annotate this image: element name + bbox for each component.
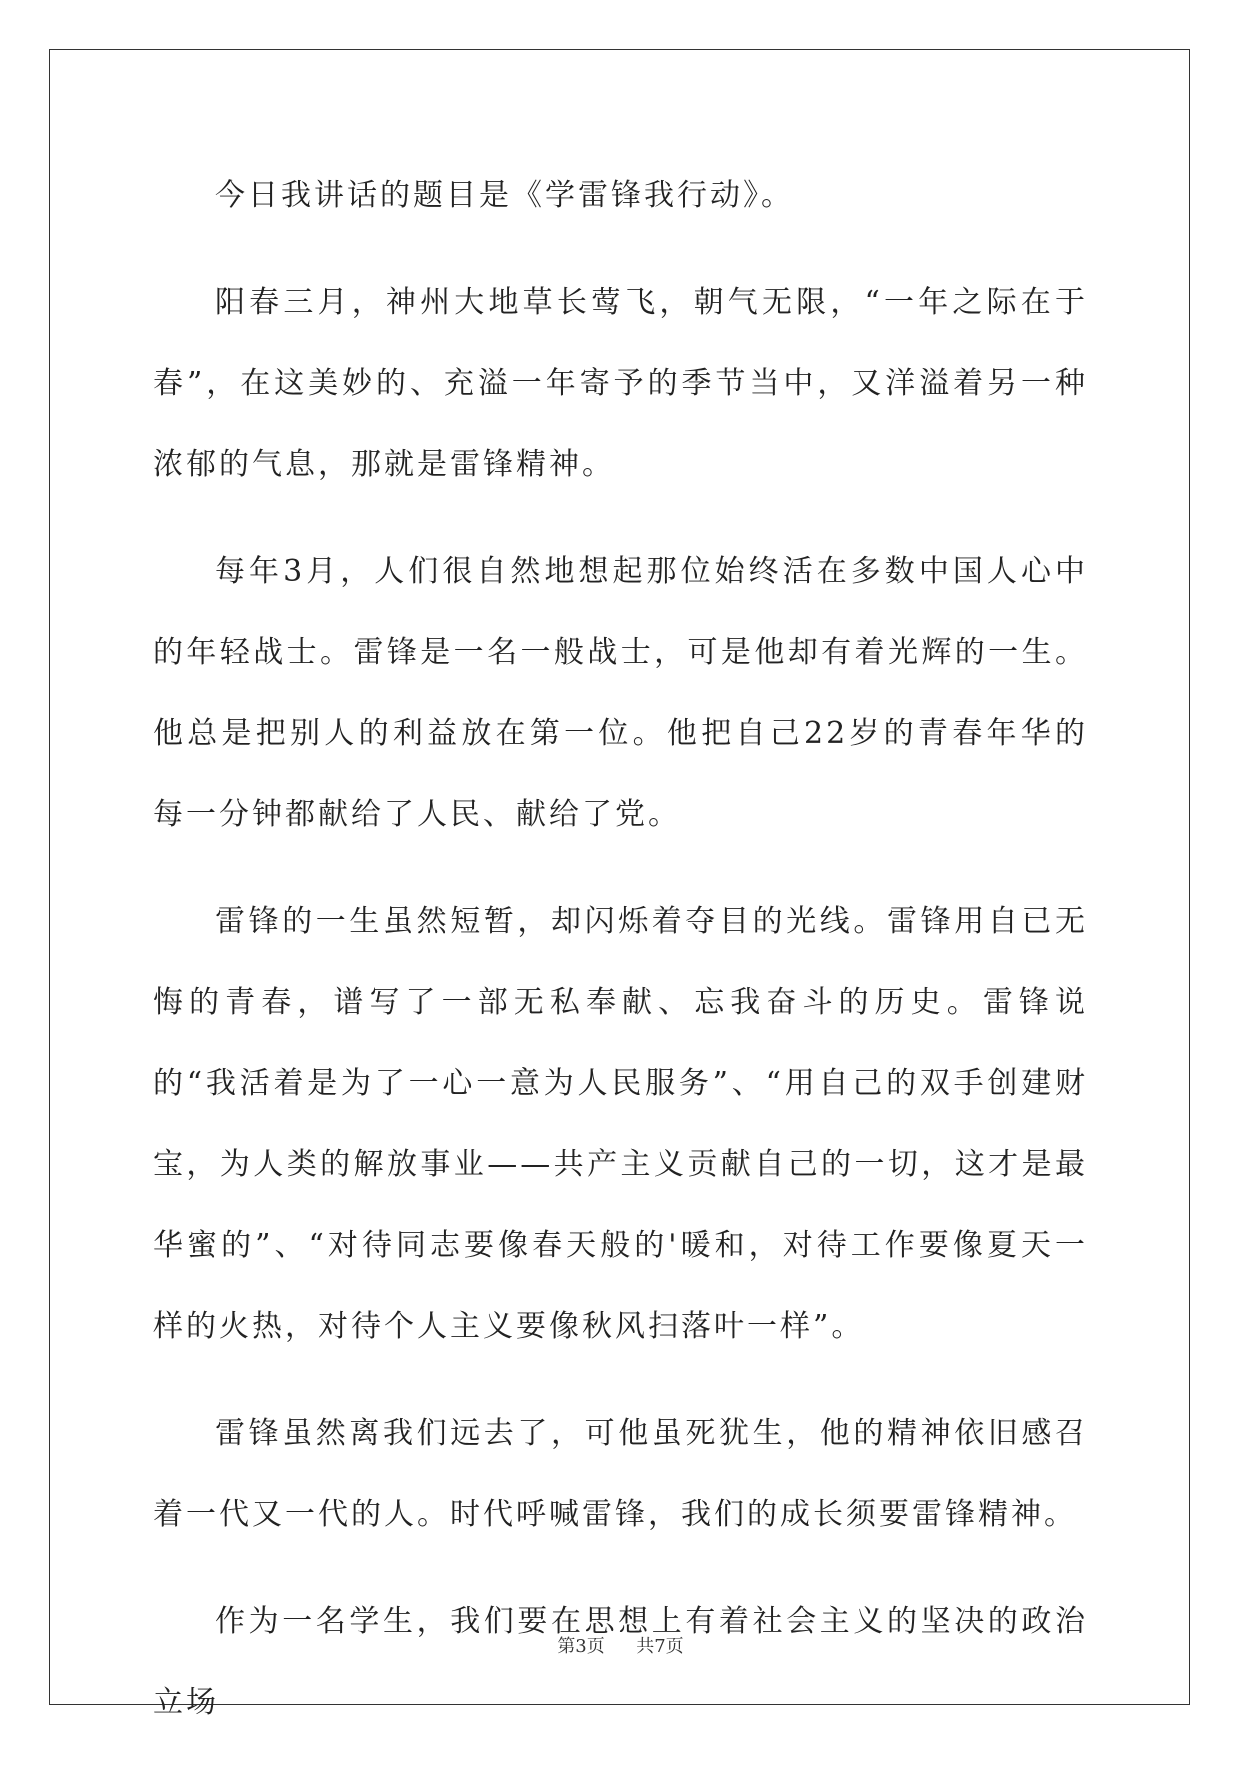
paragraph: 雷锋的一生虽然短暂，却闪烁着夺目的光线。雷锋用自已无悔的青春，谱写了一部无私奉献、忘我奋斗的历史。雷锋说的“我活着是为了一心一意为人民服务”、“用自己的双手创建财宝，为人类的解放事业——共产主义贡献自己的一切，这才是最华蜜的”、“对待同志要像春天般的'暖和，对待工作要像夏天一样的火热，对待个人主义要像秋风扫落叶一样”。 <box>153 904 1088 1344</box>
paragraph: 今日我讲话的题目是《学雷锋我行动》。 <box>215 178 794 213</box>
page-number: 第3页 <box>557 1636 605 1657</box>
document-body <box>153 155 1088 1769</box>
page-footer <box>0 1632 1241 1658</box>
page-total: 共7页 <box>636 1636 684 1657</box>
paragraph: 阳春三月，神州大地草长莺飞，朝气无限，“一年之际在于春”，在这美妙的、充溢一年寄予的季节当中，又洋溢着另一种浓郁的气息，那就是雷锋精神。 <box>153 285 1088 482</box>
paragraph: 每年3月，人们很自然地想起那位始终活在多数中国人心中的年轻战士。雷锋是一名一般战士，可是他却有着光辉的一生。他总是把别人的利益放在第一位。他把自己22岁的青春年华的每一分钟都献给了人民、献给了党。 <box>153 554 1088 832</box>
paragraph: 雷锋虽然离我们远去了，可他虽死犹生，他的精神依旧感召着一代又一代的人。时代呼喊雷锋，我们的成长须要雷锋精神。 <box>153 1416 1088 1532</box>
paragraph: 作为一名学生，我们要在思想上有着社会主义的坚决的政治立场 <box>153 1604 1088 1720</box>
